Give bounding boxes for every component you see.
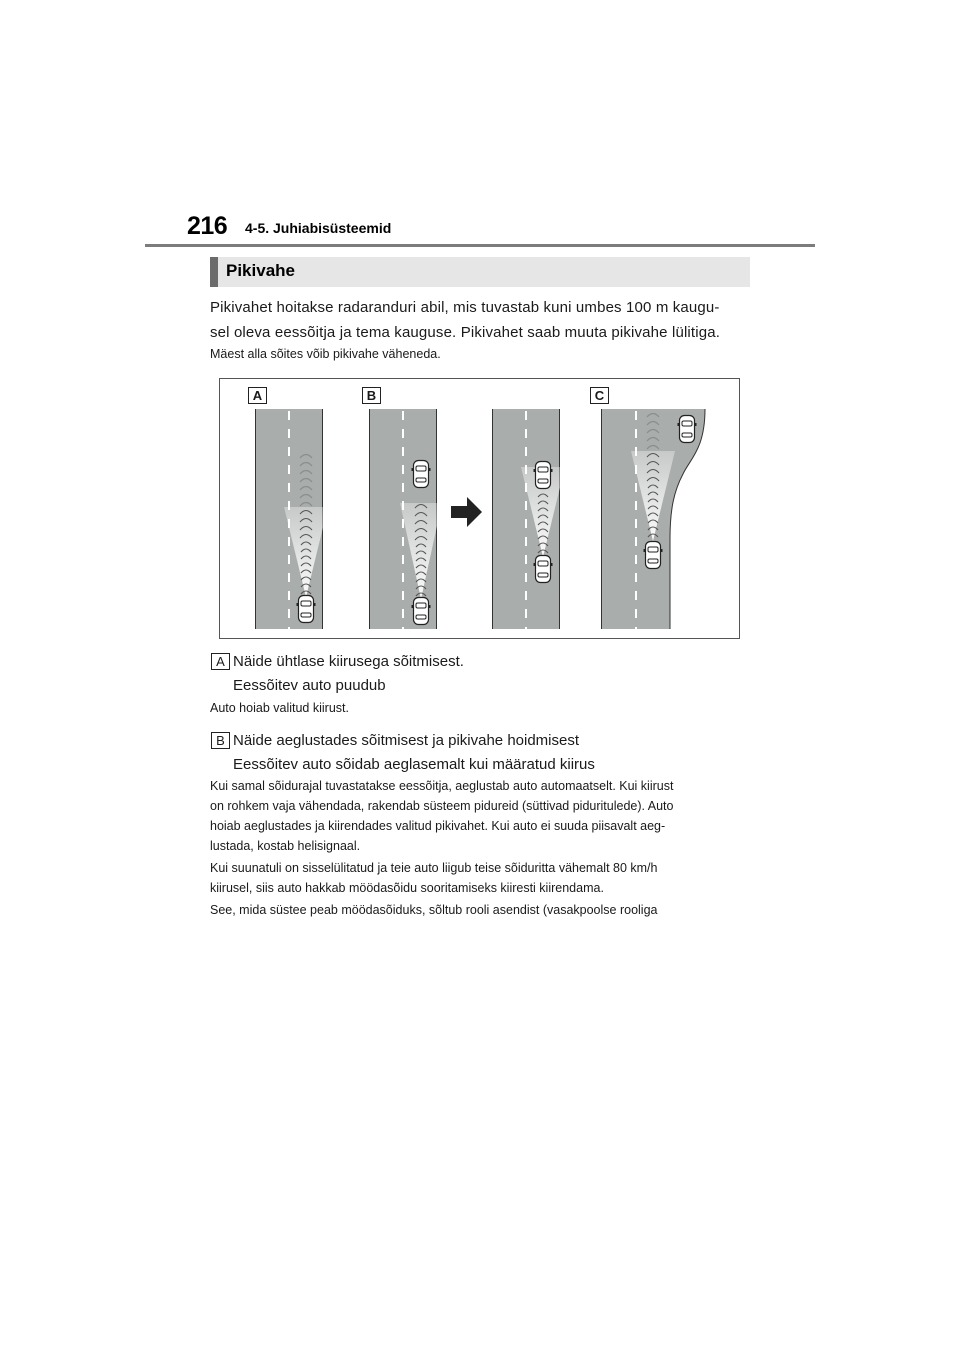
item-b-subtitle: Eessõitev auto sõidab aeglasemalt kui määratud kiirus	[233, 756, 595, 773]
figure-label-c: C	[590, 387, 609, 404]
intro-paragraph	[210, 295, 755, 345]
vehicle-ahead	[534, 462, 553, 489]
page-number: 216	[187, 212, 228, 240]
item-a-note: Auto hoiab valitud kiirust.	[210, 701, 349, 715]
section-title: 4-5. Juhiabisüsteemid	[245, 220, 392, 236]
road-panel-a	[255, 409, 328, 629]
road-panel-c	[601, 409, 705, 629]
downhill-note: Mäest alla sõites võib pikivahe väheneda.	[210, 347, 441, 361]
heading-bar	[210, 257, 750, 287]
vehicle-ahead	[412, 461, 431, 488]
own-car	[297, 596, 316, 623]
item-b-label: B	[211, 732, 230, 749]
distance-control-diagram	[219, 378, 740, 639]
heading-title: Pikivahe	[226, 261, 295, 280]
figure-label-b: B	[362, 387, 381, 404]
intro-line: sel oleva eessõitja ja tema kauguse. Pikivahet saab muuta pikivahe lülitiga.	[210, 324, 721, 341]
paragraph-line: on rohkem vaja vähendada, rakendab süsteem pidureid (süttivad piduritulede). Auto	[210, 799, 674, 813]
paragraph-line: kiirusel, siis auto hakkab möödasõidu sooritamiseks kiiresti kiirendama.	[210, 881, 604, 895]
road-panel-b-after	[492, 409, 565, 629]
paragraph-line: lustada, kostab helisignaal.	[210, 839, 361, 853]
figure-label-a: A	[248, 387, 267, 404]
adjacent-vehicle	[678, 416, 697, 443]
paragraph-line: Kui samal sõidurajal tuvastatakse eessõitja, aeglustab auto automaatselt. Kui kiirust	[210, 779, 674, 793]
item-b-paragraph-1	[210, 776, 755, 856]
item-b-paragraph-3: See, mida süstee peab möödasõiduks, sõltub rooli asendist (vasakpoolse rooliga	[210, 903, 658, 917]
item-b-paragraph-2	[210, 858, 755, 898]
item-a-title: Näide ühtlase kiirusega sõitmisest.	[233, 653, 464, 670]
header-divider	[145, 244, 815, 247]
item-a-label: A	[211, 653, 230, 670]
own-car	[534, 556, 553, 583]
intro-line: Pikivahet hoitakse radaranduri abil, mis tuvastab kuni umbes 100 m kaugu-	[210, 299, 720, 316]
item-b-title: Näide aeglustades sõitmisest ja pikivahe hoidmisest	[233, 732, 580, 749]
own-car	[412, 598, 431, 625]
own-car	[644, 542, 663, 569]
transition-arrow	[451, 497, 482, 527]
road-panel-b	[369, 409, 442, 629]
paragraph-line: hoiab aeglustades ja kiirendades valitud pikivahet. Kui auto ei suuda piisavalt aeg-	[210, 819, 666, 833]
paragraph-line: Kui suunatuli on sisselülitatud ja teie auto liigub teise sõiduritta vähemalt 80 km/h	[210, 861, 658, 875]
item-a-subtitle: Eessõitev auto puudub	[233, 677, 386, 694]
